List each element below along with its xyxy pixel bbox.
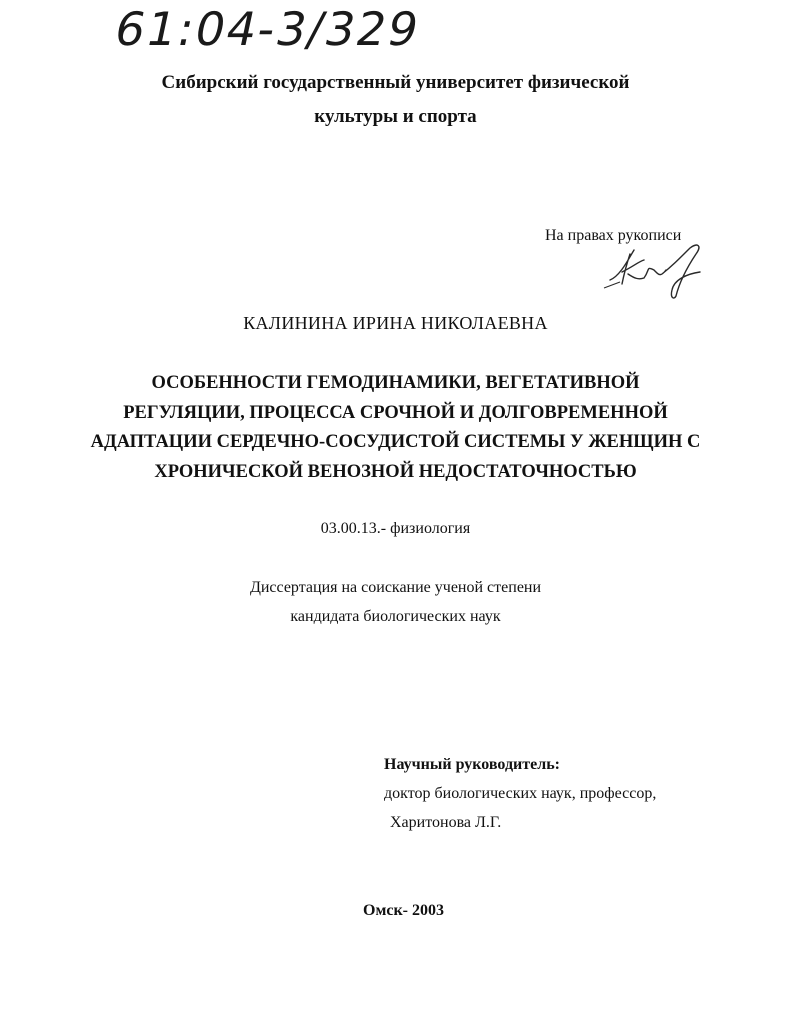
supervisor-credentials: доктор биологических наук, профессор, <box>384 785 657 802</box>
supervisor-name: Харитонова Л.Г. <box>390 814 502 831</box>
signature-mark <box>600 240 710 302</box>
title-line-4: ХРОНИЧЕСКОЙ ВЕНОЗНОЙ НЕДОСТАТОЧНОСТЬЮ <box>154 461 637 482</box>
institution-line-2: культуры и спорта <box>314 106 477 127</box>
dissertation-title <box>0 369 791 487</box>
archive-number: 61:04-3/329 <box>110 2 426 56</box>
author-signature <box>600 240 710 302</box>
degree-line-2: кандидата биологических наук <box>290 608 501 625</box>
author-name: КАЛИНИНА ИРИНА НИКОЛАЕВНА <box>243 313 548 333</box>
degree-statement <box>0 579 791 626</box>
manuscript-rights: На правах рукописи <box>545 227 682 244</box>
supervisor-block <box>384 756 656 832</box>
city-year: Омск- 2003 <box>363 902 444 919</box>
specialty-code: 03.00.13.- физиология <box>320 520 471 537</box>
supervisor-label: Научный руководитель: <box>384 756 560 773</box>
degree-line-1: Диссертация на соискание ученой степени <box>249 579 542 596</box>
title-line-3: АДАПТАЦИИ СЕРДЕЧНО-СОСУДИСТОЙ СИСТЕМЫ У ЖЕНЩИН С <box>90 432 701 452</box>
title-line-1: ОСОБЕННОСТИ ГЕМОДИНАМИКИ, ВЕГЕТАТИВНОЙ <box>151 373 640 393</box>
institution-name <box>0 72 791 128</box>
signature-stroke-1 <box>610 245 700 298</box>
title-line-2: РЕГУЛЯЦИИ, ПРОЦЕССА СРОЧНОЙ И ДОЛГОВРЕМЕННОЙ <box>123 402 668 423</box>
signature-stroke-2 <box>604 282 620 288</box>
institution-line-1: Сибирский государственный университет физической <box>161 72 630 93</box>
